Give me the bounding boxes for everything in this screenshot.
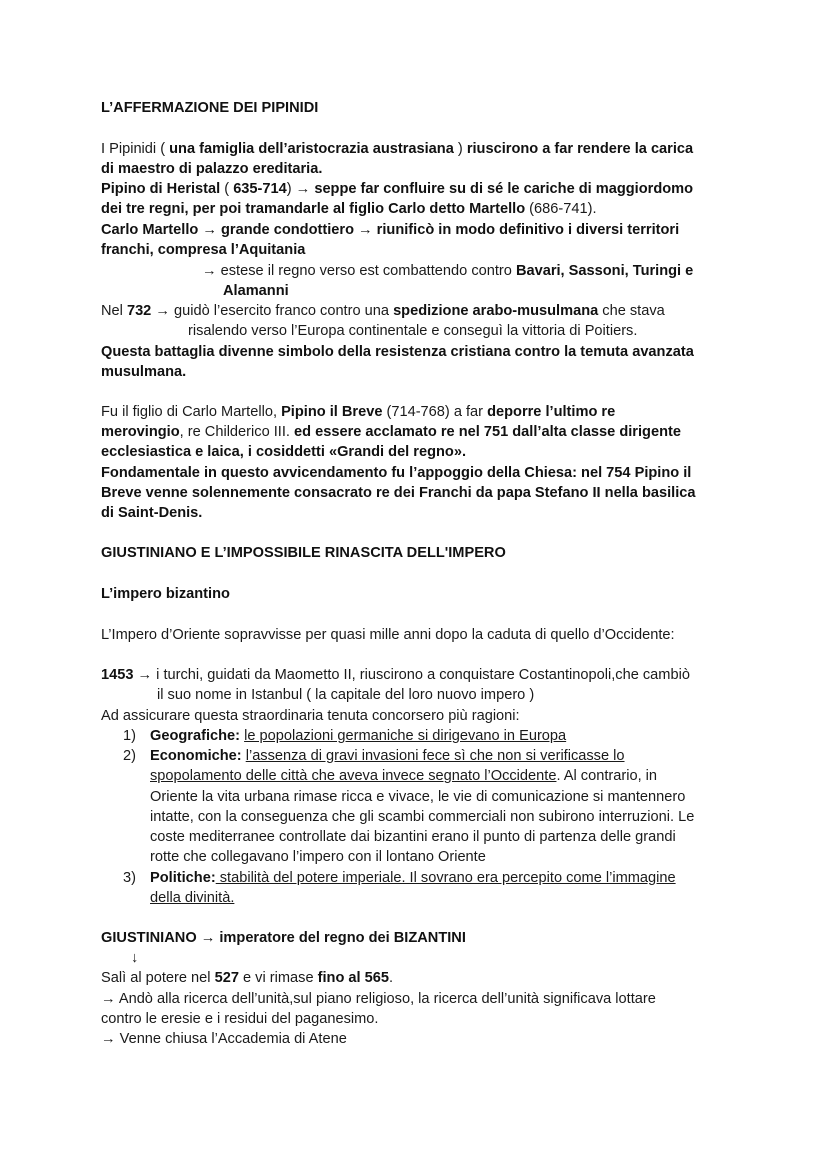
paragraph-intro: L’Impero d’Oriente sopravvisse per quasi mille anni dopo la caduta di quello d’Occidente: xyxy=(101,627,675,643)
paragraph-line: di maestro di palazzo ereditaria. xyxy=(101,161,323,177)
paragraph-line: dei tre regni, per poi tramandarle al figlio Carlo detto Martello (686-741). xyxy=(101,201,597,217)
paragraph-reasons-intro: Ad assicurare questa straordinaria tenuta concorsero più ragioni: xyxy=(101,708,520,724)
list-item: 1) xyxy=(123,728,136,744)
paragraph-line: Alamanni xyxy=(223,283,289,299)
paragraph-line: merovingio, re Childerico III. ed essere acclamato re nel 751 dall’alta classe dirigente xyxy=(101,424,681,440)
paragraph-pipinidi-intro: I Pipinidi ( una famiglia dell’aristocrazia austrasiana ) riuscirono a far rendere la carica xyxy=(101,141,694,157)
list-item-text: intatte, con la conseguenza che gli scambi commerciali non subirono interruzioni. Le xyxy=(150,809,695,825)
paragraph-emperor: GIUSTINIANO → imperatore del regno dei BIZANTINI xyxy=(101,930,466,946)
list-item: 2) xyxy=(123,748,136,764)
paragraph-line: risalendo verso l’Europa continentale e conseguì la vittoria di Poitiers. xyxy=(188,323,638,339)
paragraph-line: di Saint-Denis. xyxy=(101,505,203,521)
paragraph-academy: → Venne chiusa l’Accademia di Atene xyxy=(101,1031,347,1047)
list-item-text: spopolamento delle città che aveva invece segnato l’Occidente. Al contrario, in xyxy=(150,768,658,784)
list-item-text: della divinità. xyxy=(150,890,235,906)
paragraph-732: Nel 732 → guidò l’esercito franco contro una spedizione arabo-musulmana che stava xyxy=(101,303,665,319)
paragraph-line: ecclesiastica e laica, i cosiddetti «Grandi del regno». xyxy=(101,444,467,460)
list-item-text: Politiche: stabilità del potere imperiale. Il sovrano era percepito come l’immagine xyxy=(150,870,676,886)
paragraph-line: Breve venne solennemente consacrato re dei Franchi da papa Stefano II nella basilica xyxy=(101,485,696,501)
paragraph-line: franchi, compresa l’Aquitania xyxy=(101,242,306,258)
list-item-text: Oriente la vita urbana rimase ricca e vivace, le vie di comunicazione si mantennero xyxy=(150,789,686,805)
paragraph-heristal: Pipino di Heristal ( 635-714) → seppe far confluire su di sé le cariche di maggiordomo xyxy=(101,181,694,197)
paragraph-battle: Questa battaglia divenne simbolo della resistenza cristiana contro la temuta avanzata xyxy=(101,344,694,360)
down-arrow-icon: ↓ xyxy=(131,950,139,966)
paragraph-unity: → Andò alla ricerca dell’unità,sul piano religioso, la ricerca dell’unità significava lottare xyxy=(101,991,656,1007)
list-item: 3) xyxy=(123,870,136,886)
list-item-text: rotte che collegavano l’impero con il lontano Oriente xyxy=(150,849,486,865)
paragraph-carlo-martello: Carlo Martello → grande condottiero → riunificò in modo definitivo i diversi territori xyxy=(101,222,680,238)
paragraph-line: il suo nome in Istanbul ( la capitale del loro nuovo impero ) xyxy=(157,687,535,703)
paragraph-line: → estese il regno verso est combattendo contro Bavari, Sassoni, Turingi e xyxy=(202,263,694,279)
paragraph-pipino-breve: Fu il figlio di Carlo Martello, Pipino il Breve (714-768) a far deporre l’ultimo re xyxy=(101,404,616,420)
list-item-text: Geografiche: le popolazioni germaniche si dirigevano in Europa xyxy=(150,728,567,744)
list-item-text: Economiche: l’assenza di gravi invasioni fece sì che non si verificasse lo xyxy=(150,748,625,764)
paragraph-reign: Salì al potere nel 527 e vi rimase fino al 565. xyxy=(101,970,394,986)
paragraph-church: Fondamentale in questo avvicendamento fu l’appoggio della Chiesa: nel 754 Pipino il xyxy=(101,465,692,481)
list-item-text: coste mediterranee controllate dai bizantini erano il punto di partenza delle grandi xyxy=(150,829,676,845)
subsection-title-bizantino: L’impero bizantino xyxy=(101,586,230,602)
paragraph-line: musulmana. xyxy=(101,364,187,380)
paragraph-1453: 1453 → i turchi, guidati da Maometto II, riuscirono a conquistare Costantinopoli,che cambiò xyxy=(101,667,690,683)
section-title-pipinidi: L’AFFERMAZIONE DEI PIPINIDI xyxy=(101,100,319,116)
section-title-giustiniano: GIUSTINIANO E L’IMPOSSIBILE RINASCITA DELL'IMPERO xyxy=(101,545,506,561)
paragraph-line: contro le eresie e i residui del paganesimo. xyxy=(101,1011,379,1027)
